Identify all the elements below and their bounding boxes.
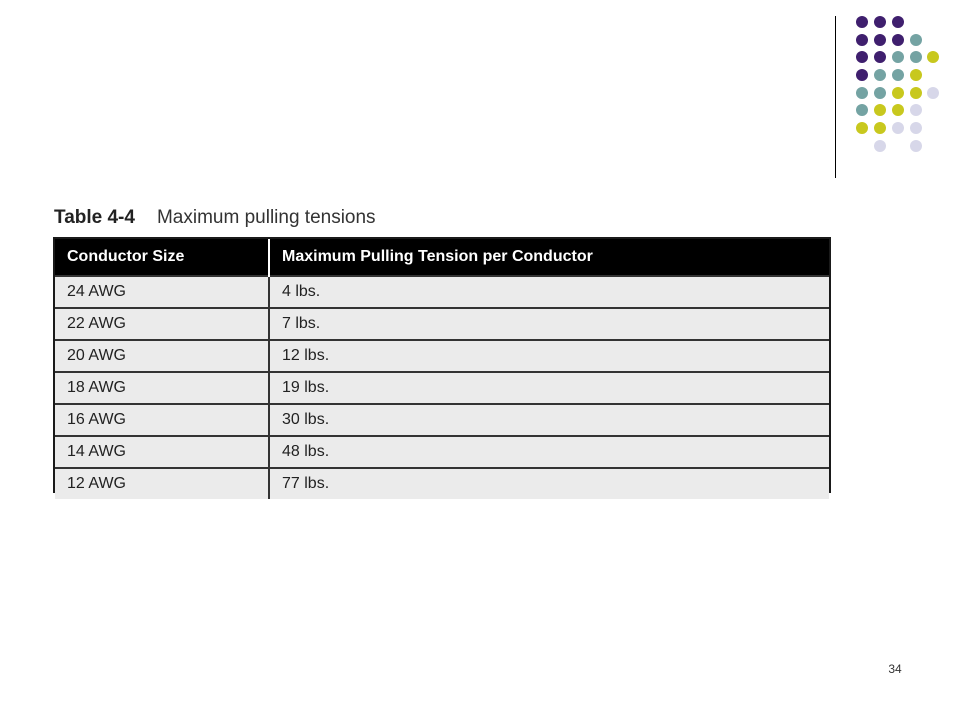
cell-max-tension: 4 lbs.: [269, 276, 829, 308]
table-row: [55, 468, 829, 499]
vertical-divider: [835, 16, 836, 178]
pulling-tension-table: [53, 237, 831, 493]
dot: [910, 122, 922, 134]
dot: [892, 34, 904, 46]
dot: [892, 69, 904, 81]
dot: [874, 122, 886, 134]
dot: [874, 140, 886, 152]
dot: [892, 51, 904, 63]
header-conductor-size: Conductor Size: [55, 239, 269, 276]
dot: [856, 87, 868, 99]
cell-max-tension: 7 lbs.: [269, 308, 829, 340]
dot: [927, 51, 939, 63]
header-max-pulling-tension: Maximum Pulling Tension per Conductor: [269, 239, 829, 276]
dot: [910, 51, 922, 63]
dot: [910, 140, 922, 152]
table-row: [55, 372, 829, 404]
dot: [856, 122, 868, 134]
cell-conductor-size: 18 AWG: [55, 372, 269, 404]
dot: [856, 104, 868, 116]
cell-conductor-size: 12 AWG: [55, 468, 269, 499]
table-row: [55, 340, 829, 372]
table-caption-label: Table 4-4: [54, 207, 135, 228]
dot: [856, 51, 868, 63]
cell-max-tension: 30 lbs.: [269, 404, 829, 436]
dot: [927, 87, 939, 99]
cell-max-tension: 48 lbs.: [269, 436, 829, 468]
dot: [892, 104, 904, 116]
dot: [892, 87, 904, 99]
cell-conductor-size: 22 AWG: [55, 308, 269, 340]
decorative-dot-grid: [0, 0, 960, 200]
table-caption: [54, 205, 376, 231]
table-row: [55, 276, 829, 308]
dot: [874, 51, 886, 63]
dot: [874, 34, 886, 46]
dot: [910, 87, 922, 99]
dot: [856, 16, 868, 28]
dot: [892, 16, 904, 28]
cell-max-tension: 12 lbs.: [269, 340, 829, 372]
dot: [910, 69, 922, 81]
slide-page-number: 34: [888, 662, 902, 676]
dot: [874, 16, 886, 28]
dot: [874, 69, 886, 81]
cell-conductor-size: 16 AWG: [55, 404, 269, 436]
cell-conductor-size: 14 AWG: [55, 436, 269, 468]
table-row: [55, 404, 829, 436]
cell-conductor-size: 20 AWG: [55, 340, 269, 372]
dot: [874, 87, 886, 99]
dot: [892, 122, 904, 134]
dot: [856, 69, 868, 81]
table-header-row: [55, 239, 829, 276]
table-row: [55, 308, 829, 340]
cell-max-tension: 19 lbs.: [269, 372, 829, 404]
cell-conductor-size: 24 AWG: [55, 276, 269, 308]
table-row: [55, 436, 829, 468]
dot: [910, 34, 922, 46]
table-caption-title: Maximum pulling tensions: [156, 207, 376, 228]
dot: [874, 104, 886, 116]
cell-max-tension: 77 lbs.: [269, 468, 829, 499]
dot: [856, 34, 868, 46]
dot: [910, 104, 922, 116]
